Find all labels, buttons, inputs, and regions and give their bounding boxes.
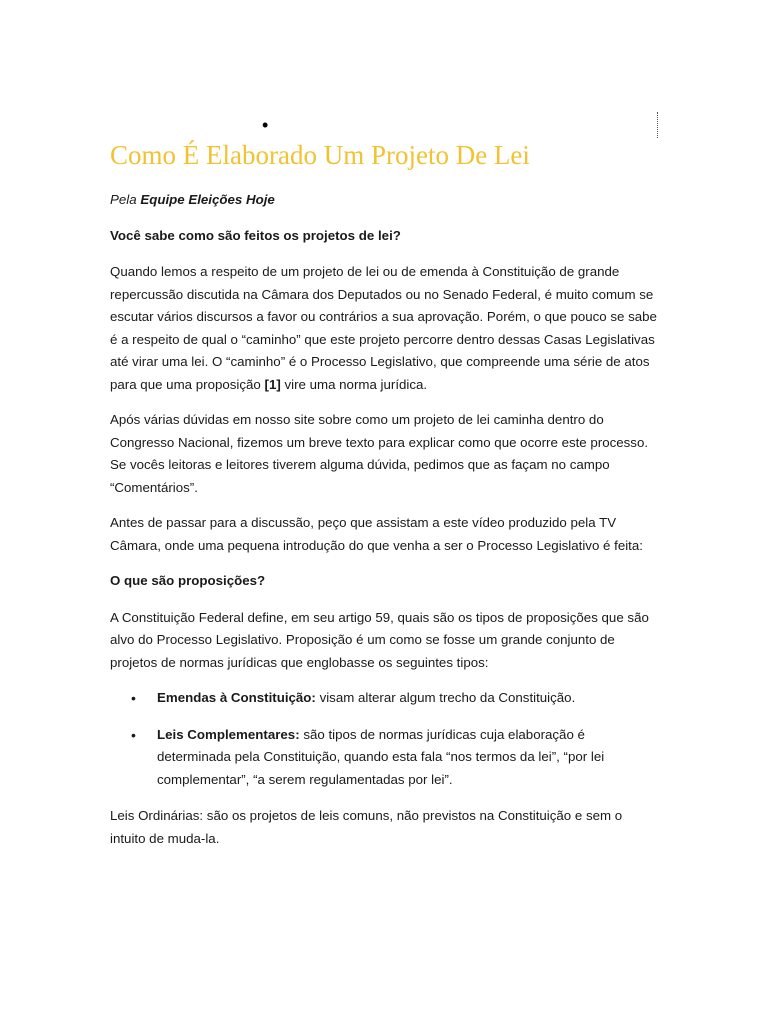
- list-item-complementares: [110, 724, 658, 792]
- list-item-description: visam alterar algum trecho da Constituição.: [319, 690, 576, 705]
- paragraph-ordinarias: Leis Ordinárias: são os projetos de leis comuns, não previstos na Constituição e sem o intuito de muda-la.: [110, 808, 623, 846]
- article-title: Como É Elaborado Um Projeto De Lei: [110, 140, 530, 170]
- footnote-ref-link[interactable]: [1]: [264, 376, 281, 392]
- byline-prefix: Pela: [110, 192, 137, 207]
- article-body: [110, 189, 658, 863]
- section-heading: O que são proposições?: [110, 573, 266, 588]
- paragraph-constitution: A Constituição Federal define, em seu artigo 59, quais são os tipos de proposições que são alvo do Processo Legislativo. Proposição é um como se fosse um grande conjunto de projetos de normas jurídicas que englobasse os seguintes tipos:: [110, 609, 649, 670]
- proposition-types-list: [110, 687, 658, 791]
- list-item-term: Emendas à Constituição:: [157, 690, 316, 705]
- list-item-term: Leis Complementares:: [157, 726, 300, 742]
- list-item-emendas: [110, 687, 658, 710]
- paragraph-video: Antes de passar para a discussão, peço que assistam a este vídeo produzido pela TV Câmara, onde uma pequena introdução do que venha a ser o Processo Legislativo é feita:: [110, 515, 643, 553]
- paragraph-intro-end: vire uma norma jurídica.: [284, 376, 428, 392]
- paragraph-doubts: Após várias dúvidas em nosso site sobre como um projeto de lei caminha dentro do Congresso Nacional, fizemos um breve texto para explicar como que ocorre este processo. Se vocês leitoras e leitores tiverem alguma dúvida, pedimos que as façam no campo “Comentários”.: [110, 412, 649, 495]
- list-item-description: são tipos de normas jurídicas cuja elaboração é determinada pela Constituição, quando esta fala “nos termos da lei”, “por lei complementar”, “a serem regulamentadas por lei”.: [157, 726, 605, 787]
- question-heading: Você sabe como são feitos os projetos de lei?: [110, 227, 401, 243]
- byline: [110, 189, 658, 212]
- bullet-icon: •: [131, 690, 136, 706]
- byline-author: Equipe Eleições Hoje: [140, 192, 275, 207]
- paragraph-intro-text: Quando lemos a respeito de um projeto de lei ou de emenda à Constituição de grande repercussão discutida na Câmara dos Deputados ou no Senado Federal, é muito comum se escutar vários discursos a favor ou contrários a sua aprovação. Porém, o que pouco se sabe é a respeito de qual o “caminho” que este projeto percorre dentro dessas Casas Legislativas até virar uma lei. O “caminho” é o Processo Legislativo, que compreende uma série de atos para que uma proposição: [110, 264, 657, 392]
- stray-bullet-icon: •: [262, 115, 269, 135]
- margin-marker: [657, 112, 658, 138]
- paragraph-intro: [110, 261, 658, 396]
- bullet-icon: •: [131, 726, 136, 743]
